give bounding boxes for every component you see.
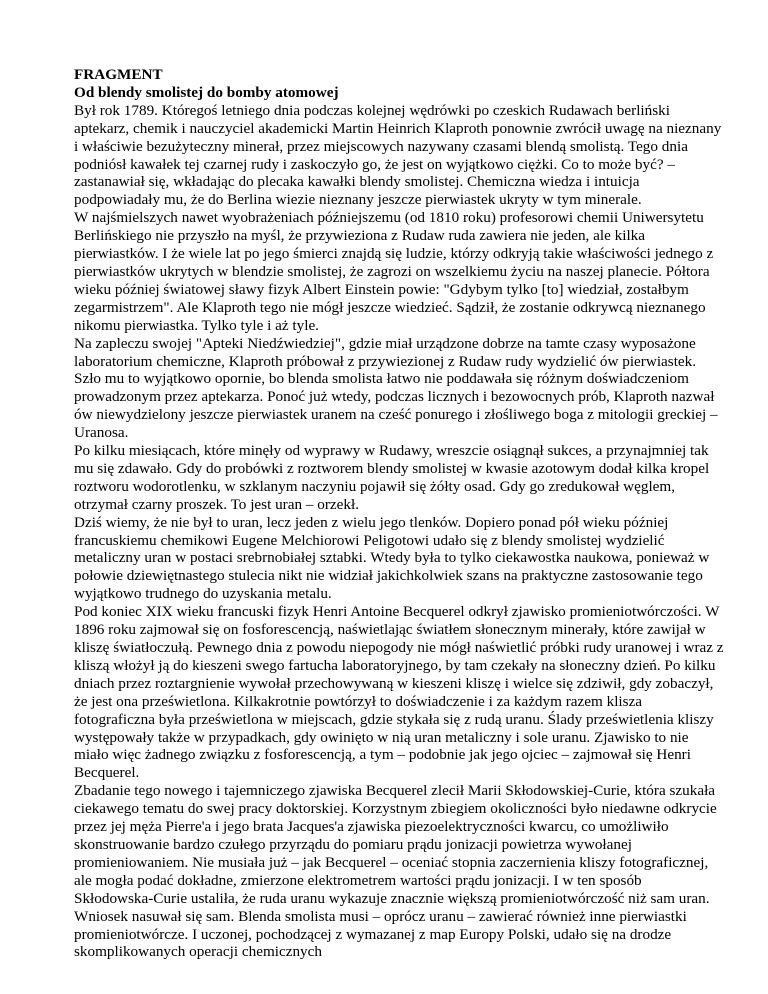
paragraph: W najśmielszych nawet wyobrażeniach późniejszemu (od 1810 roku) profesorowi chemii Uniwersytetu Berlińskiego nie przyszło na myśl, że przywieziona z Rudaw ruda zawiera nie jeden, ale kilka pierwiastków. I że wiele lat po jego śmierci znajdą się ludzie, którzy odkryją takie właściwości jednego z pierwiastków ukrytych w blendzie smolistej, że zagrozi on wszelkiemu życiu na naszej planecie. Półtora wieku później światowej sławy fizyk Albert Einstein powie: "Gdybym tylko [to] wiedział, zostałbym zegarmistrzem". Ale Klaproth tego nie mógł jeszcze wiedzieć. Sądził, że zostanie odkrywcą nieznanego nikomu pierwiastka. Tylko tyle i aż tyle.	[74, 209, 714, 334]
paragraph: Pod koniec XIX wieku francuski fizyk Henri Antoine Becquerel odkrył zjawisko promieniotwórczości. W 1896 roku zajmował się on fosforescencją, naświetlając światłem słonecznym minerały, które zawijał w kliszę światłoczułą. Pewnego dnia z powodu niepogody nie mógł naświetlić próbki rudy uranowej i wraz z kliszą włożył ją do kieszeni swego fartucha laboratoryjnego, by tam czekały na słoneczny dzień. Po kilku dniach przez roztargnienie wywołał przechowywaną w kieszeni kliszę i wielce się zdziwił, gdy zobaczył, że jest ona prześwietlona. Kilkakrotnie powtórzył to doświadczenie i za każdym razem klisza fotograficzna była prześwietlona w miejscach, gdzie stykała się z rudą uranu. Ślady prześwietlenia kliszy występowały także w przypadkach, gdy owinięto w nią uran metaliczny i sole uranu. Zjawisko to nie miało więc żadnego związku z fosforescencją, a tym – podobnie jak jego ojciec – zajmował się Henri Becquerel.	[74, 603, 724, 782]
paragraph: Był rok 1789. Któregoś letniego dnia podczas kolejnej wędrówki po czeskich Rudawach berliński aptekarz, chemik i nauczyciel akademicki Martin Heinrich Klaproth ponownie zwrócił uwagę na nieznany i właściwie bezużyteczny minerał, przez miejscowych nazywany czasami blendą smolistą. Tego dnia podniósł kawałek tej czarnej rudy i zaskoczyło go, że jest on wyjątkowo ciężki. Co to może być? – zastanawiał się, wkładając do plecaka kawałki blendy smolistej. Chemiczna wiedza i intuicja podpowiadały mu, że do Berlina wiezie nieznany jeszcze pierwiastek ukryty w tym minerale.	[74, 101, 722, 209]
document-page	[74, 66, 724, 961]
paragraph: Zbadanie tego nowego i tajemniczego zjawiska Becquerel zlecił Marii Skłodowskiej-Curie, która szukała ciekawego tematu do swej pracy doktorskiej. Korzystnym zbiegiem okoliczności było niedawne odkrycie przez jej męża Pierre'a i jego brata Jacques'a zjawiska piezoelektryczności kwarcu, co umożliwiło skonstruowanie bardzo czułego przyrządu do pomiaru prądu jonizacji powietrza wywołanej promieniowaniem. Nie musiała już – jak Becquerel – oceniać stopnia zaczernienia kliszy fotograficznej, ale mogła podać dokładne, zmierzone elektrometrem wartości prądu jonizacji. I w ten sposób Skłodowska-Curie ustaliła, że ruda uranu wykazuje znacznie większą promieniotwórczość niż sam uran. Wniosek nasuwał się sam. Blenda smolista musi – oprócz uranu – zawierać również inne pierwiastki promieniotwórcze. I uczonej, pochodzącej z wymazanej z map Europy Polski, udało się na drodze skomplikowanych operacji chemicznych	[74, 782, 717, 961]
paragraph: Na zapleczu swojej "Apteki Niedźwiedziej", gdzie miał urządzone dobrze na tamte czasy wyposażone laboratorium chemiczne, Klaproth próbował z przywiezionej z Rudaw rudy wydzielić ów pierwiastek. Szło mu to wyjątkowo opornie, bo blenda smolista łatwo nie poddawała się różnym doświadczeniom prowadzonym przez aptekarza. Ponoć już wtedy, podczas licznych i bezowocnych prób, Klaproth nazwał ów niewydzielony jeszcze pierwiastek uranem na cześć ponurego i złośliwego boga z mitologii greckiej – Uranosa.	[74, 334, 718, 442]
paragraph: Dziś wiemy, że nie był to uran, lecz jeden z wielu jego tlenków. Dopiero ponad pół wieku później francuskiemu chemikowi Eugene Melchiorowi Peligotowi udało się z blendy smolistej wydzielić metaliczny uran w postaci srebrnobiałej sztabki. Wtedy była to tylko ciekawostka naukowa, ponieważ w połowie dziewiętnastego stulecia nikt nie widział jakichkolwiek szans na praktyczne zastosowanie tego wyjątkowo trudnego do uzyskania metalu.	[74, 513, 710, 603]
document-title: Od blendy smolistej do bomby atomowej	[74, 83, 339, 101]
document-label: FRAGMENT	[74, 66, 163, 83]
paragraph: Po kilku miesiącach, które minęły od wyprawy w Rudawy, wreszcie osiągnął sukces, a przynajmniej tak mu się zdawało. Gdy do probówki z roztworem blendy smolistej w kwasie azotowym dodał kilka kropel roztworu wodorotlenku, w szklanym naczyniu pojawił się żółty osad. Gdy go zredukował węglem, otrzymał czarny proszek. To jest uran – orzekł.	[74, 442, 710, 513]
